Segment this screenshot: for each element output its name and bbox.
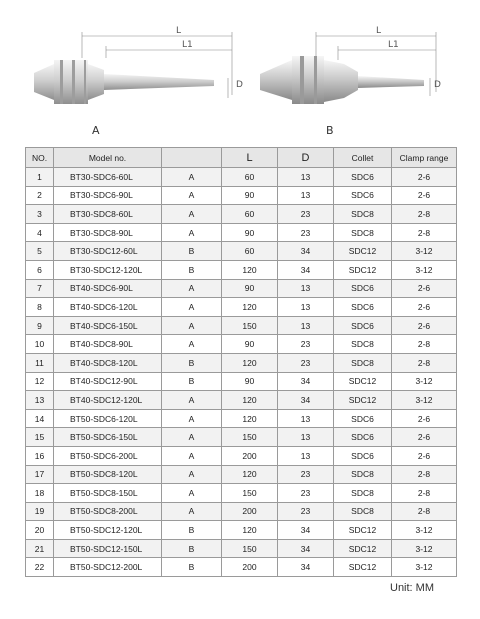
cell-type: A [162,335,222,354]
cell-l: 150 [222,428,278,447]
cell-no: 8 [26,298,54,317]
cell-no: 6 [26,260,54,279]
cell-d: 23 [278,223,334,242]
cell-no: 3 [26,205,54,224]
cell-d: 13 [278,279,334,298]
cell-no: 18 [26,484,54,503]
cell-clamp-range: 2-8 [392,502,457,521]
cell-d: 13 [278,428,334,447]
cell-collet: SDC12 [334,372,392,391]
cell-model: BT40-SDC12-90L [54,372,162,391]
figure-b-dim-l1: L1 [388,40,399,50]
cell-model: BT50-SDC6-200L [54,446,162,465]
cell-model: BT50-SDC8-150L [54,484,162,503]
toolholder-a-image [0,0,240,130]
header-no: NO. [26,148,54,168]
cell-l: 120 [222,521,278,540]
cell-clamp-range: 2-8 [392,353,457,372]
header-type [162,148,222,168]
cell-type: A [162,298,222,317]
figure-b-dim-l: L [376,26,382,36]
cell-d: 23 [278,353,334,372]
cell-clamp-range: 2-6 [392,168,457,187]
cell-model: BT30-SDC6-90L [54,186,162,205]
table-row [26,409,457,428]
cell-model: BT50-SDC8-120L [54,465,162,484]
cell-collet: SDC8 [334,335,392,354]
table-row [26,279,457,298]
cell-l: 150 [222,539,278,558]
cell-l: 200 [222,558,278,577]
cell-no: 5 [26,242,54,261]
table-row [26,484,457,503]
cell-no: 9 [26,316,54,335]
cell-collet: SDC8 [334,502,392,521]
cell-clamp-range: 2-6 [392,446,457,465]
cell-no: 19 [26,502,54,521]
toolholder-b-image [240,0,480,130]
cell-collet: SDC12 [334,558,392,577]
cell-clamp-range: 2-8 [392,335,457,354]
cell-type: B [162,521,222,540]
cell-l: 60 [222,205,278,224]
cell-no: 16 [26,446,54,465]
table-row [26,558,457,577]
table-row [26,335,457,354]
cell-clamp-range: 3-12 [392,242,457,261]
cell-type: A [162,223,222,242]
cell-type: A [162,484,222,503]
cell-type: A [162,205,222,224]
cell-type: A [162,428,222,447]
cell-l: 150 [222,316,278,335]
cell-l: 90 [222,335,278,354]
cell-collet: SDC8 [334,353,392,372]
table-row [26,428,457,447]
cell-model: BT50-SDC6-150L [54,428,162,447]
cell-clamp-range: 2-6 [392,186,457,205]
cell-type: B [162,539,222,558]
cell-collet: SDC6 [334,428,392,447]
cell-clamp-range: 2-8 [392,205,457,224]
table-row [26,260,457,279]
cell-clamp-range: 3-12 [392,372,457,391]
product-figures [0,0,480,145]
header-collet: Collet [334,148,392,168]
cell-collet: SDC12 [334,242,392,261]
cell-model: BT50-SDC8-200L [54,502,162,521]
cell-d: 23 [278,484,334,503]
cell-d: 34 [278,539,334,558]
cell-clamp-range: 2-8 [392,223,457,242]
cell-model: BT50-SDC6-120L [54,409,162,428]
table-row [26,242,457,261]
cell-model: BT40-SDC6-90L [54,279,162,298]
figure-a-label: A [92,124,100,137]
table-body [26,168,457,577]
cell-collet: SDC12 [334,521,392,540]
cell-d: 13 [278,316,334,335]
table-row [26,446,457,465]
cell-l: 90 [222,372,278,391]
cell-d: 34 [278,521,334,540]
table-row [26,205,457,224]
cell-type: A [162,446,222,465]
cell-d: 34 [278,391,334,410]
header-d: D [278,148,334,168]
cell-collet: SDC6 [334,298,392,317]
cell-model: BT40-SDC12-120L [54,391,162,410]
cell-no: 21 [26,539,54,558]
cell-collet: SDC6 [334,446,392,465]
cell-d: 23 [278,205,334,224]
cell-clamp-range: 3-12 [392,558,457,577]
cell-collet: SDC8 [334,484,392,503]
table-row [26,316,457,335]
cell-l: 90 [222,279,278,298]
cell-l: 150 [222,484,278,503]
table-row [26,186,457,205]
cell-model: BT50-SDC12-120L [54,521,162,540]
cell-d: 13 [278,409,334,428]
cell-type: B [162,260,222,279]
cell-l: 120 [222,465,278,484]
figure-a-dim-l1: L1 [182,40,193,50]
cell-d: 34 [278,558,334,577]
cell-model: BT40-SDC8-90L [54,335,162,354]
cell-type: A [162,391,222,410]
cell-collet: SDC6 [334,316,392,335]
table-row [26,465,457,484]
cell-collet: SDC12 [334,260,392,279]
table-row [26,168,457,187]
cell-l: 120 [222,260,278,279]
cell-l: 120 [222,298,278,317]
cell-type: A [162,316,222,335]
header-model: Model no. [54,148,162,168]
cell-model: BT50-SDC12-150L [54,539,162,558]
table-row [26,391,457,410]
specification-table [25,147,457,577]
cell-clamp-range: 2-8 [392,484,457,503]
cell-l: 60 [222,168,278,187]
cell-collet: SDC6 [334,409,392,428]
cell-l: 120 [222,409,278,428]
cell-clamp-range: 2-6 [392,428,457,447]
cell-no: 15 [26,428,54,447]
cell-model: BT30-SDC12-60L [54,242,162,261]
cell-no: 12 [26,372,54,391]
cell-clamp-range: 3-12 [392,260,457,279]
figure-b-label: B [326,124,334,137]
cell-collet: SDC8 [334,223,392,242]
cell-clamp-range: 2-6 [392,298,457,317]
table-row [26,372,457,391]
table-header-row [26,148,457,168]
cell-type: A [162,465,222,484]
cell-d: 23 [278,335,334,354]
cell-no: 13 [26,391,54,410]
cell-model: BT40-SDC6-120L [54,298,162,317]
cell-clamp-range: 2-6 [392,279,457,298]
cell-l: 120 [222,391,278,410]
cell-clamp-range: 3-12 [392,539,457,558]
cell-model: BT30-SDC12-120L [54,260,162,279]
cell-no: 20 [26,521,54,540]
cell-no: 11 [26,353,54,372]
cell-type: A [162,502,222,521]
cell-model: BT30-SDC6-60L [54,168,162,187]
cell-clamp-range: 3-12 [392,521,457,540]
table-row [26,539,457,558]
cell-collet: SDC6 [334,186,392,205]
cell-l: 60 [222,242,278,261]
cell-l: 120 [222,353,278,372]
cell-model: BT30-SDC8-90L [54,223,162,242]
cell-collet: SDC8 [334,465,392,484]
cell-d: 13 [278,186,334,205]
table-row [26,353,457,372]
cell-no: 7 [26,279,54,298]
cell-collet: SDC6 [334,168,392,187]
figure-a-dim-d: D [236,80,243,90]
cell-clamp-range: 2-6 [392,316,457,335]
cell-collet: SDC6 [334,279,392,298]
figure-a-dim-l: L [176,26,182,36]
cell-collet: SDC12 [334,391,392,410]
table-row [26,298,457,317]
cell-clamp-range: 3-12 [392,391,457,410]
unit-note: Unit: MM [390,582,434,594]
cell-no: 2 [26,186,54,205]
cell-type: B [162,558,222,577]
table-row [26,521,457,540]
cell-d: 34 [278,242,334,261]
cell-no: 1 [26,168,54,187]
cell-type: A [162,168,222,187]
cell-clamp-range: 2-6 [392,409,457,428]
cell-d: 34 [278,372,334,391]
cell-model: BT50-SDC12-200L [54,558,162,577]
figure-b-dim-d: D [434,80,441,90]
cell-collet: SDC8 [334,205,392,224]
table-row [26,502,457,521]
cell-d: 23 [278,502,334,521]
cell-type: A [162,409,222,428]
cell-type: B [162,372,222,391]
header-clamp-range: Clamp range [392,148,457,168]
cell-clamp-range: 2-8 [392,465,457,484]
cell-d: 23 [278,465,334,484]
cell-l: 90 [222,186,278,205]
cell-model: BT30-SDC8-60L [54,205,162,224]
cell-model: BT40-SDC8-120L [54,353,162,372]
cell-no: 17 [26,465,54,484]
cell-model: BT40-SDC6-150L [54,316,162,335]
cell-type: B [162,353,222,372]
cell-l: 200 [222,446,278,465]
cell-no: 4 [26,223,54,242]
cell-collet: SDC12 [334,539,392,558]
cell-type: A [162,186,222,205]
cell-l: 90 [222,223,278,242]
cell-type: A [162,279,222,298]
header-l: L [222,148,278,168]
cell-d: 13 [278,298,334,317]
cell-d: 34 [278,260,334,279]
cell-no: 14 [26,409,54,428]
cell-type: B [162,242,222,261]
cell-d: 13 [278,168,334,187]
table-row [26,223,457,242]
cell-d: 13 [278,446,334,465]
cell-no: 10 [26,335,54,354]
cell-l: 200 [222,502,278,521]
cell-no: 22 [26,558,54,577]
